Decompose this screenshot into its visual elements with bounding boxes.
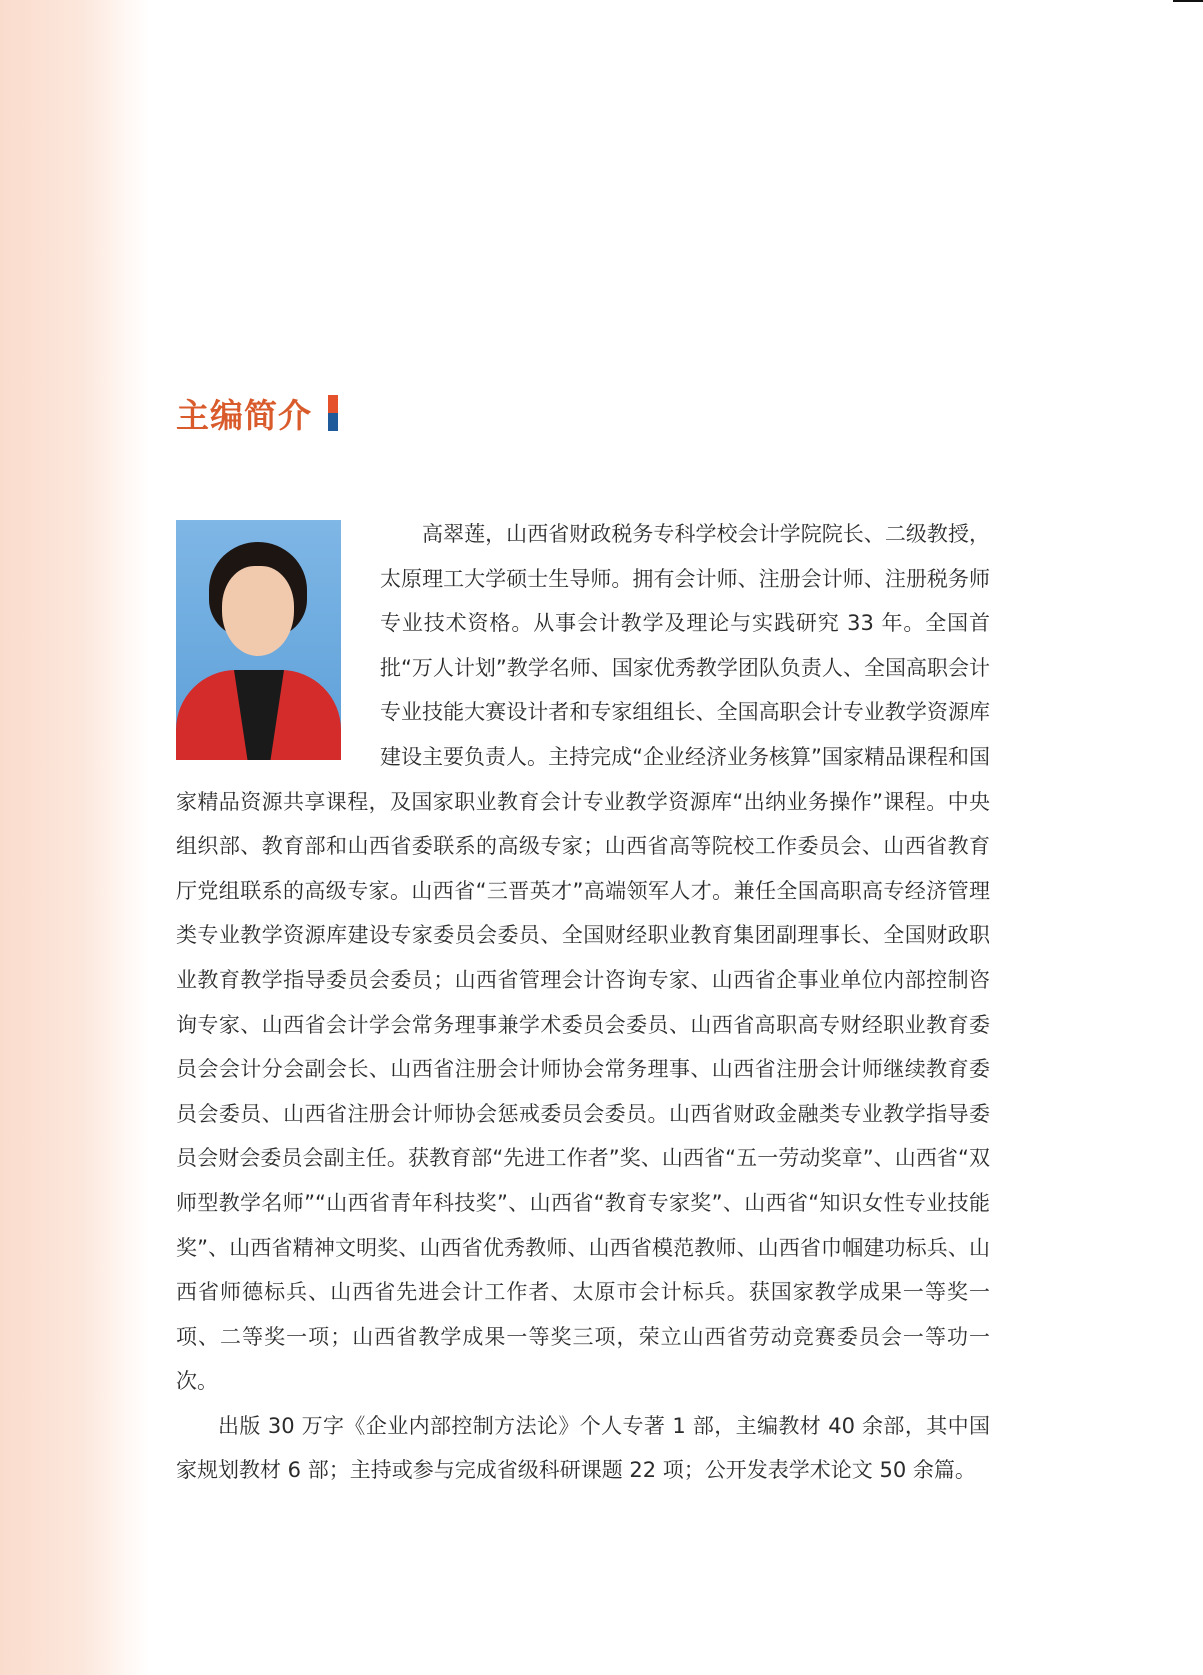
bio-text: [176, 512, 990, 1493]
bio-paragraph-1: 高翠莲，山西省财政税务专科学校会计学院院长、二级教授，太原理工大学硕士生导师。拥有会计师、注册会计师、注册税务师专业技术资格。从事会计教学及理论与实践研究 33 年。全国首批“万人计划”教学名师、国家优秀教学团队负责人、全国高职会计专业技能大赛设计者和专家组组长、全国高职会计专业教学资源库建设主要负责人。主持完成“企业经济业务核算”国家精品课程和国家精品资源共享课程，及国家职业教育会计专业教学资源库“出纳业务操作”课程。中央组织部、教育部和山西省委联系的高级专家；山西省高等院校工作委员会、山西省教育厅党组联系的高级专家。山西省“三晋英才”高端领军人才。兼任全国高职高专经济管理类专业教学资源库建设专家委员会委员、全国财经职业教育集团副理事长、全国财政职业教育教学指导委员会委员；山西省管理会计咨询专家、山西省企事业单位内部控制咨询专家、山西省会计学会常务理事兼学术委员会委员、山西省高职高专财经职业教育委员会会计分会副会长、山西省注册会计师协会常务理事、山西省注册会计师继续教育委员会委员、山西省注册会计师协会惩戒委员会委员。山西省财政金融类专业教学指导委员会财会委员会副主任。获教育部“先进工作者”奖、山西省“五一劳动奖章”、山西省“双师型教学名师”“山西省青年科技奖”、山西省“教育专家奖”、山西省“知识女性专业技能奖”、山西省精神文明奖、山西省优秀教师、山西省模范教师、山西省巾帼建功标兵、山西省师德标兵、山西省先进会计工作者、太原市会计标兵。获国家教学成果一等奖一项、二等奖一项；山西省教学成果一等奖三项，荣立山西省劳动竞赛委员会一等功一次。: [176, 522, 990, 1394]
title-accent-bar: [328, 395, 338, 431]
crop-mark: [1173, 0, 1203, 2]
section-title: 主编简介: [176, 395, 312, 435]
bio-paragraph-2: 出版 30 万字《企业内部控制方法论》个人专著 1 部，主编教材 40 余部，其中国家规划教材 6 部；主持或参与完成省级科研课题 22 项；公开发表学术论文 50 余篇。: [176, 1413, 990, 1483]
section-header: [176, 388, 338, 438]
decorative-side-band: [0, 0, 150, 1675]
